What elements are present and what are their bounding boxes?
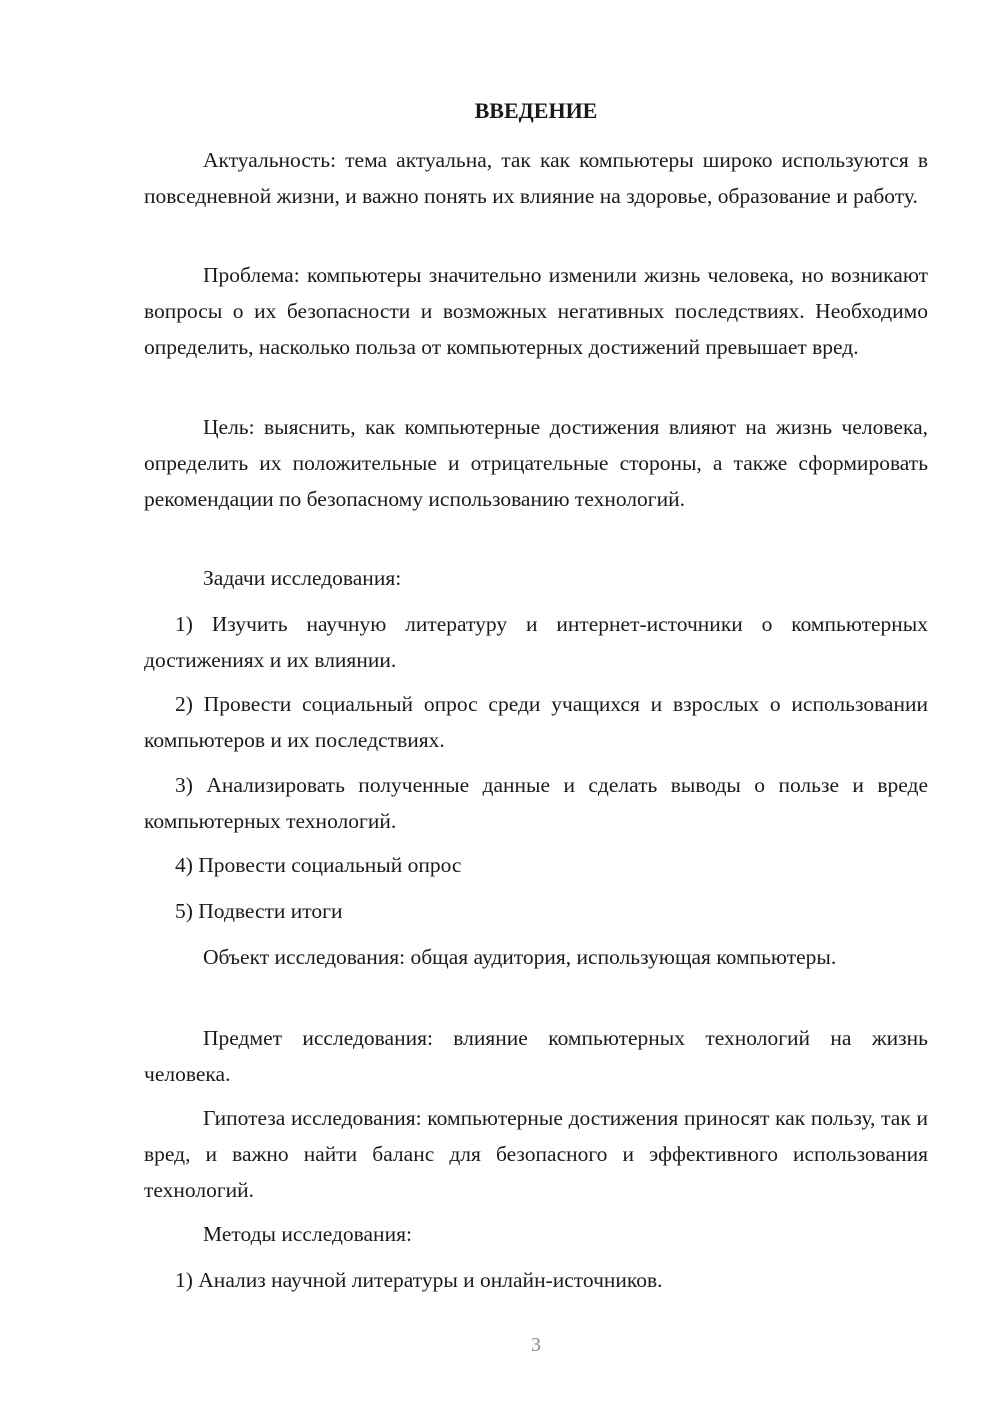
section-heading: ВВЕДЕНИЕ [474, 98, 598, 123]
task-item-1: 1) Изучить научную литературу и интернет-источники о компьютерных достижениях и их влиянии. [144, 612, 928, 672]
goal-paragraph: Цель: выяснить, как компьютерные достижения влияют на жизнь человека, определить их положительные и отрицательные стороны, а также сформировать рекомендации по безопасному использованию технологий. [144, 415, 928, 511]
page-number: 3 [531, 1334, 541, 1356]
subject-paragraph: Предмет исследования: влияние компьютерных технологий на жизнь человека. [144, 1026, 928, 1086]
methods-heading: Методы исследования: [203, 1222, 412, 1246]
task-item-4: 4) Провести социальный опрос [175, 853, 462, 877]
problem-paragraph: Проблема: компьютеры значительно изменили жизнь человека, но возникают вопросы о их безопасности и возможных негативных последствиях. Необходимо определить, насколько польза от компьютерных достижений превышает вред. [144, 263, 928, 359]
tasks-heading: Задачи исследования: [203, 566, 402, 590]
task-item-3: 3) Анализировать полученные данные и сделать выводы о пользе и вреде компьютерных технологий. [144, 773, 928, 833]
object-paragraph: Объект исследования: общая аудитория, использующая компьютеры. [203, 945, 837, 969]
task-item-5: 5) Подвести итоги [175, 899, 343, 923]
task-item-2: 2) Провести социальный опрос среди учащихся и взрослых о использовании компьютеров и их последствиях. [144, 692, 928, 752]
method-item-1: 1) Анализ научной литературы и онлайн-источников. [175, 1268, 663, 1292]
hypothesis-paragraph: Гипотеза исследования: компьютерные достижения приносят как пользу, так и вред, и важно найти баланс для безопасного и эффективного использования технологий. [144, 1106, 928, 1202]
relevance-paragraph: Актуальность: тема актуальна, так как компьютеры широко используются в повседневной жизни, и важно понять их влияние на здоровье, образование и работу. [144, 148, 928, 208]
